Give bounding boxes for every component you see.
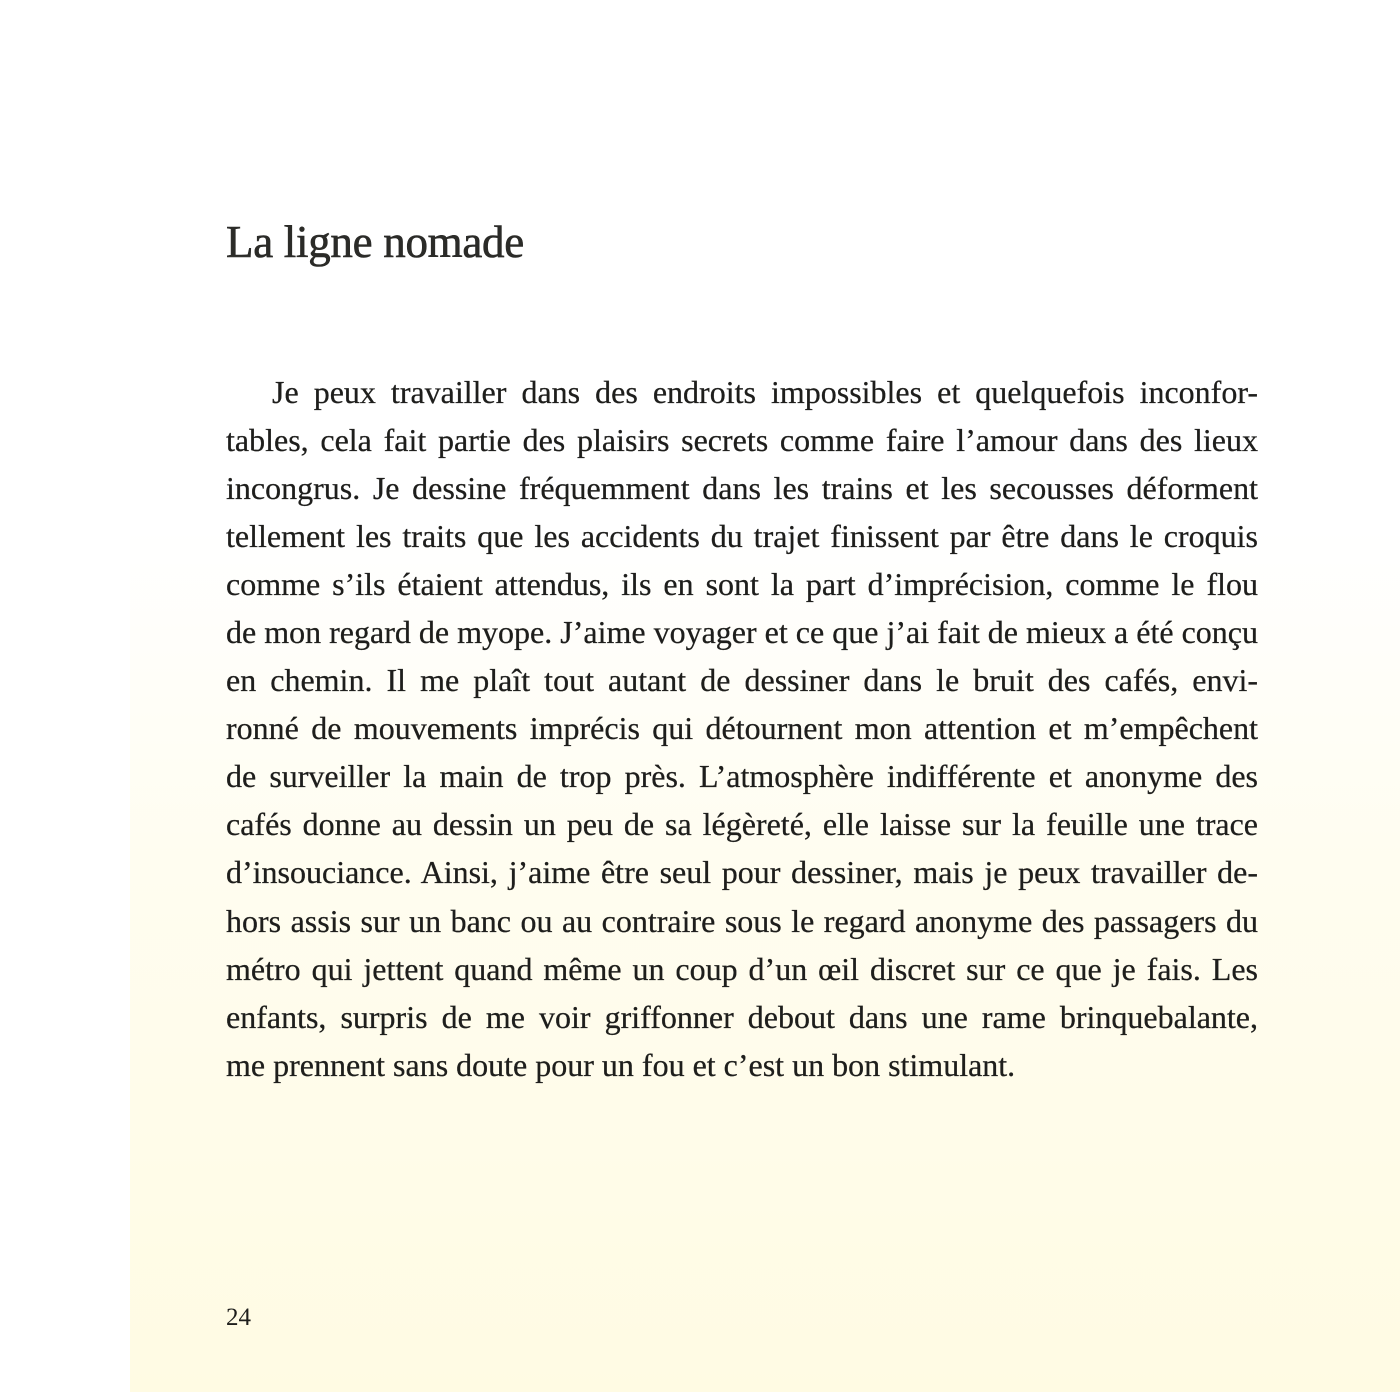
body-paragraph: [226, 368, 1258, 1089]
paragraph-line: ronné de mouvements imprécis qui détournent mon attention et m’empêchent: [226, 710, 1258, 747]
paragraph-line: incongrus. Je dessine fréquemment dans les trains et les secousses déforment: [226, 470, 1258, 507]
page-number: 24: [226, 1304, 251, 1331]
paragraph-line: en chemin. Il me plaît tout autant de dessiner dans le bruit des cafés, envi-: [226, 662, 1258, 699]
paragraph-line: me prennent sans doute pour un fou et c’est un bon stimulant.: [226, 1046, 1016, 1083]
paragraph-line: tellement les traits que les accidents du trajet finissent par être dans le croquis: [226, 518, 1258, 555]
paragraph-line: Je peux travailler dans des endroits impossibles et quelquefois inconfor-: [272, 374, 1258, 410]
paragraph-line: hors assis sur un banc ou au contraire sous le regard anonyme des passagers du: [226, 902, 1258, 939]
paragraph-line: tables, cela fait partie des plaisirs secrets comme faire l’amour dans des lieux: [226, 422, 1258, 459]
paragraph-line: métro qui jettent quand même un coup d’un œil discret sur ce que je fais. Les: [226, 950, 1258, 987]
paragraph-line: d’insouciance. Ainsi, j’aime être seul pour dessiner, mais je peux travailler de-: [226, 854, 1258, 891]
paragraph-line: cafés donne au dessin un peu de sa légèreté, elle laisse sur la feuille une trace: [226, 806, 1258, 843]
paragraph-line: de surveiller la main de trop près. L’atmosphère indifférente et anonyme des: [226, 758, 1258, 795]
paragraph-line: de mon regard de myope. J’aime voyager et ce que j’ai fait de mieux a été conçu: [226, 614, 1258, 651]
paragraph-line: enfants, surpris de me voir griffonner debout dans une rame brinquebalante,: [226, 998, 1258, 1035]
paragraph-line: comme s’ils étaient attendus, ils en sont la part d’imprécision, comme le flou: [226, 566, 1258, 603]
chapter-title: La ligne nomade: [226, 217, 524, 267]
